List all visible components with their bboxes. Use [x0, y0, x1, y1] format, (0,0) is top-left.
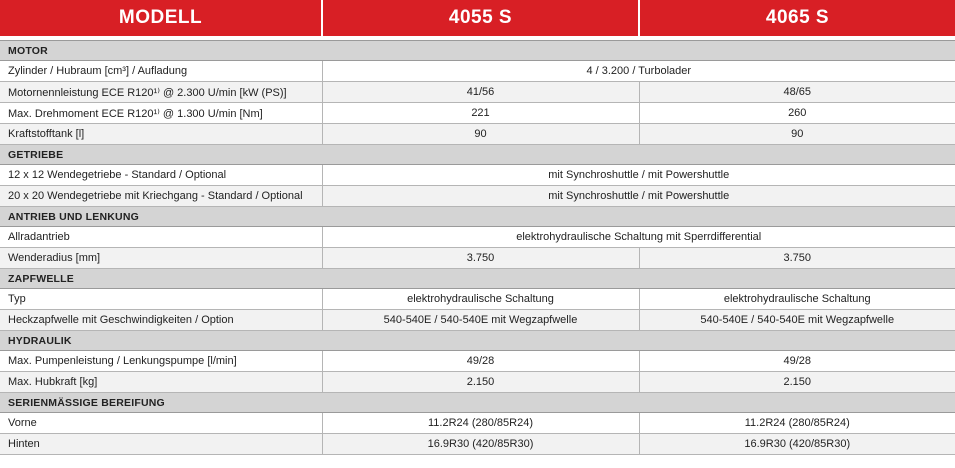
value-4055s: 90 — [322, 124, 639, 145]
section-header — [0, 269, 955, 289]
section-title: GETRIEBE — [0, 145, 955, 165]
table-row — [0, 351, 955, 372]
value-4055s: 3.750 — [322, 248, 639, 269]
table-row — [0, 186, 955, 207]
row-label: Wenderadius [mm] — [0, 248, 322, 269]
section-header — [0, 41, 955, 61]
table-row — [0, 372, 955, 393]
table-row — [0, 310, 955, 331]
value-4055s: 2.150 — [322, 372, 639, 393]
table-row — [0, 124, 955, 145]
table-row — [0, 82, 955, 103]
row-label: Motornennleistung ECE R120¹⁾ @ 2.300 U/min [kW (PS)] — [0, 82, 322, 103]
row-label: 20 x 20 Wendegetriebe mit Kriechgang - Standard / Optional — [0, 186, 322, 207]
table-row — [0, 413, 955, 434]
header-model: MODELL — [0, 0, 322, 36]
value-4055s: 49/28 — [322, 351, 639, 372]
table-body — [0, 36, 955, 455]
value-4065s: elektrohydraulische Schaltung — [639, 289, 955, 310]
row-label: Heckzapfwelle mit Geschwindigkeiten / Option — [0, 310, 322, 331]
table-row — [0, 227, 955, 248]
section-title: ANTRIEB UND LENKUNG — [0, 207, 955, 227]
row-label: 12 x 12 Wendegetriebe - Standard / Optional — [0, 165, 322, 186]
value-4065s: 3.750 — [639, 248, 955, 269]
table-row — [0, 165, 955, 186]
value-4065s: 2.150 — [639, 372, 955, 393]
row-label: Hinten — [0, 434, 322, 455]
section-title: MOTOR — [0, 41, 955, 61]
table-row — [0, 248, 955, 269]
section-header — [0, 393, 955, 413]
row-label: Allradantrieb — [0, 227, 322, 248]
merged-value: elektrohydraulische Schaltung mit Sperrdifferential — [322, 227, 955, 248]
value-4055s: 540-540E / 540-540E mit Wegzapfwelle — [322, 310, 639, 331]
value-4055s: 16.9R30 (420/85R30) — [322, 434, 639, 455]
table-row — [0, 103, 955, 124]
row-label: Max. Drehmoment ECE R120¹⁾ @ 1.300 U/min [Nm] — [0, 103, 322, 124]
value-4065s: 49/28 — [639, 351, 955, 372]
table-row — [0, 289, 955, 310]
table-row — [0, 434, 955, 455]
value-4065s: 48/65 — [639, 82, 955, 103]
value-4055s: elektrohydraulische Schaltung — [322, 289, 639, 310]
value-4055s: 11.2R24 (280/85R24) — [322, 413, 639, 434]
merged-value: mit Synchroshuttle / mit Powershuttle — [322, 165, 955, 186]
section-header — [0, 331, 955, 351]
section-title: SERIENMÄSSIGE BEREIFUNG — [0, 393, 955, 413]
header-4055s: 4055 S — [322, 0, 639, 36]
merged-value: 4 / 3.200 / Turbolader — [322, 61, 955, 82]
row-label: Zylinder / Hubraum [cm³] / Aufladung — [0, 61, 322, 82]
section-header — [0, 207, 955, 227]
value-4065s: 260 — [639, 103, 955, 124]
row-label: Typ — [0, 289, 322, 310]
value-4065s: 11.2R24 (280/85R24) — [639, 413, 955, 434]
value-4055s: 221 — [322, 103, 639, 124]
header-4065s: 4065 S — [639, 0, 955, 36]
value-4055s: 41/56 — [322, 82, 639, 103]
row-label: Vorne — [0, 413, 322, 434]
table-row — [0, 61, 955, 82]
header-row — [0, 0, 955, 36]
row-label: Kraftstofftank [l] — [0, 124, 322, 145]
section-title: ZAPFWELLE — [0, 269, 955, 289]
row-label: Max. Pumpenleistung / Lenkungspumpe [l/min] — [0, 351, 322, 372]
merged-value: mit Synchroshuttle / mit Powershuttle — [322, 186, 955, 207]
value-4065s: 16.9R30 (420/85R30) — [639, 434, 955, 455]
value-4065s: 90 — [639, 124, 955, 145]
row-label: Max. Hubkraft [kg] — [0, 372, 322, 393]
section-header — [0, 145, 955, 165]
value-4065s: 540-540E / 540-540E mit Wegzapfwelle — [639, 310, 955, 331]
section-title: HYDRAULIK — [0, 331, 955, 351]
